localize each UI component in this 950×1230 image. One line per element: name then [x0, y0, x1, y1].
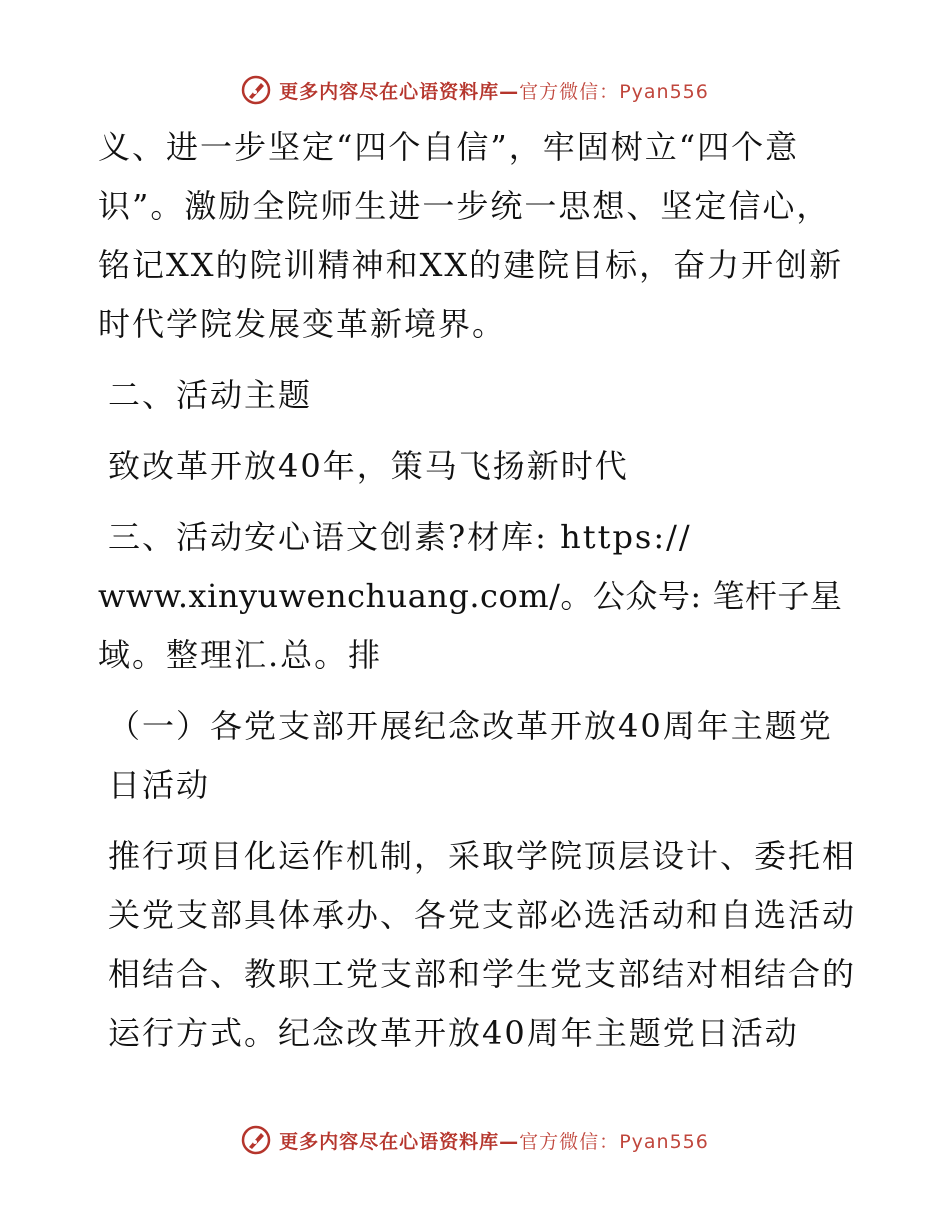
- paragraph-intro: 义、进一步坚定“四个自信”，牢固树立“四个意识”。激励全院师生进一步统一思想、坚定信心，铭记XX的院训精神和XX的建院目标，奋力开创新时代学院发展变革新境界。: [98, 128, 844, 343]
- watermark-text: 更多内容尽在心语资料库—官方微信：Pyan556: [279, 1130, 709, 1153]
- section-heading-theme: 二、活动主题: [108, 376, 313, 414]
- website-url: www.xinyuwenchuang.com/。公众号: 笔杆子星: [98, 577, 843, 615]
- header-watermark: [0, 70, 950, 110]
- subsection-heading-party-day: （一）各党支部开展纪念改革开放40周年主题党日活动: [108, 707, 833, 804]
- paragraph-mechanism: 推行项目化运作机制，采取学院顶层设计、委托相关党支部具体承办、各党支部必选活动和自选活动相结合、教职工党支部和学生党支部结对相结合的运行方式。纪念改革开放40周年主题党日活动: [108, 837, 857, 1052]
- pen-nib-logo-icon: [241, 75, 271, 105]
- theme-text: 致改革开放40年，策马飞扬新时代: [108, 447, 629, 485]
- document-body: [98, 118, 858, 1075]
- pen-nib-logo-icon: [241, 1125, 271, 1155]
- footer-watermark: [0, 1120, 950, 1160]
- section-heading-arrangement: 三、活动安心语文创素?材库: https:// www.xinyuwenchuang.com/。公众号: 笔杆子星 域。整理汇.总。排: [98, 518, 843, 674]
- watermark-text: 更多内容尽在心语资料库—官方微信：Pyan556: [279, 80, 709, 103]
